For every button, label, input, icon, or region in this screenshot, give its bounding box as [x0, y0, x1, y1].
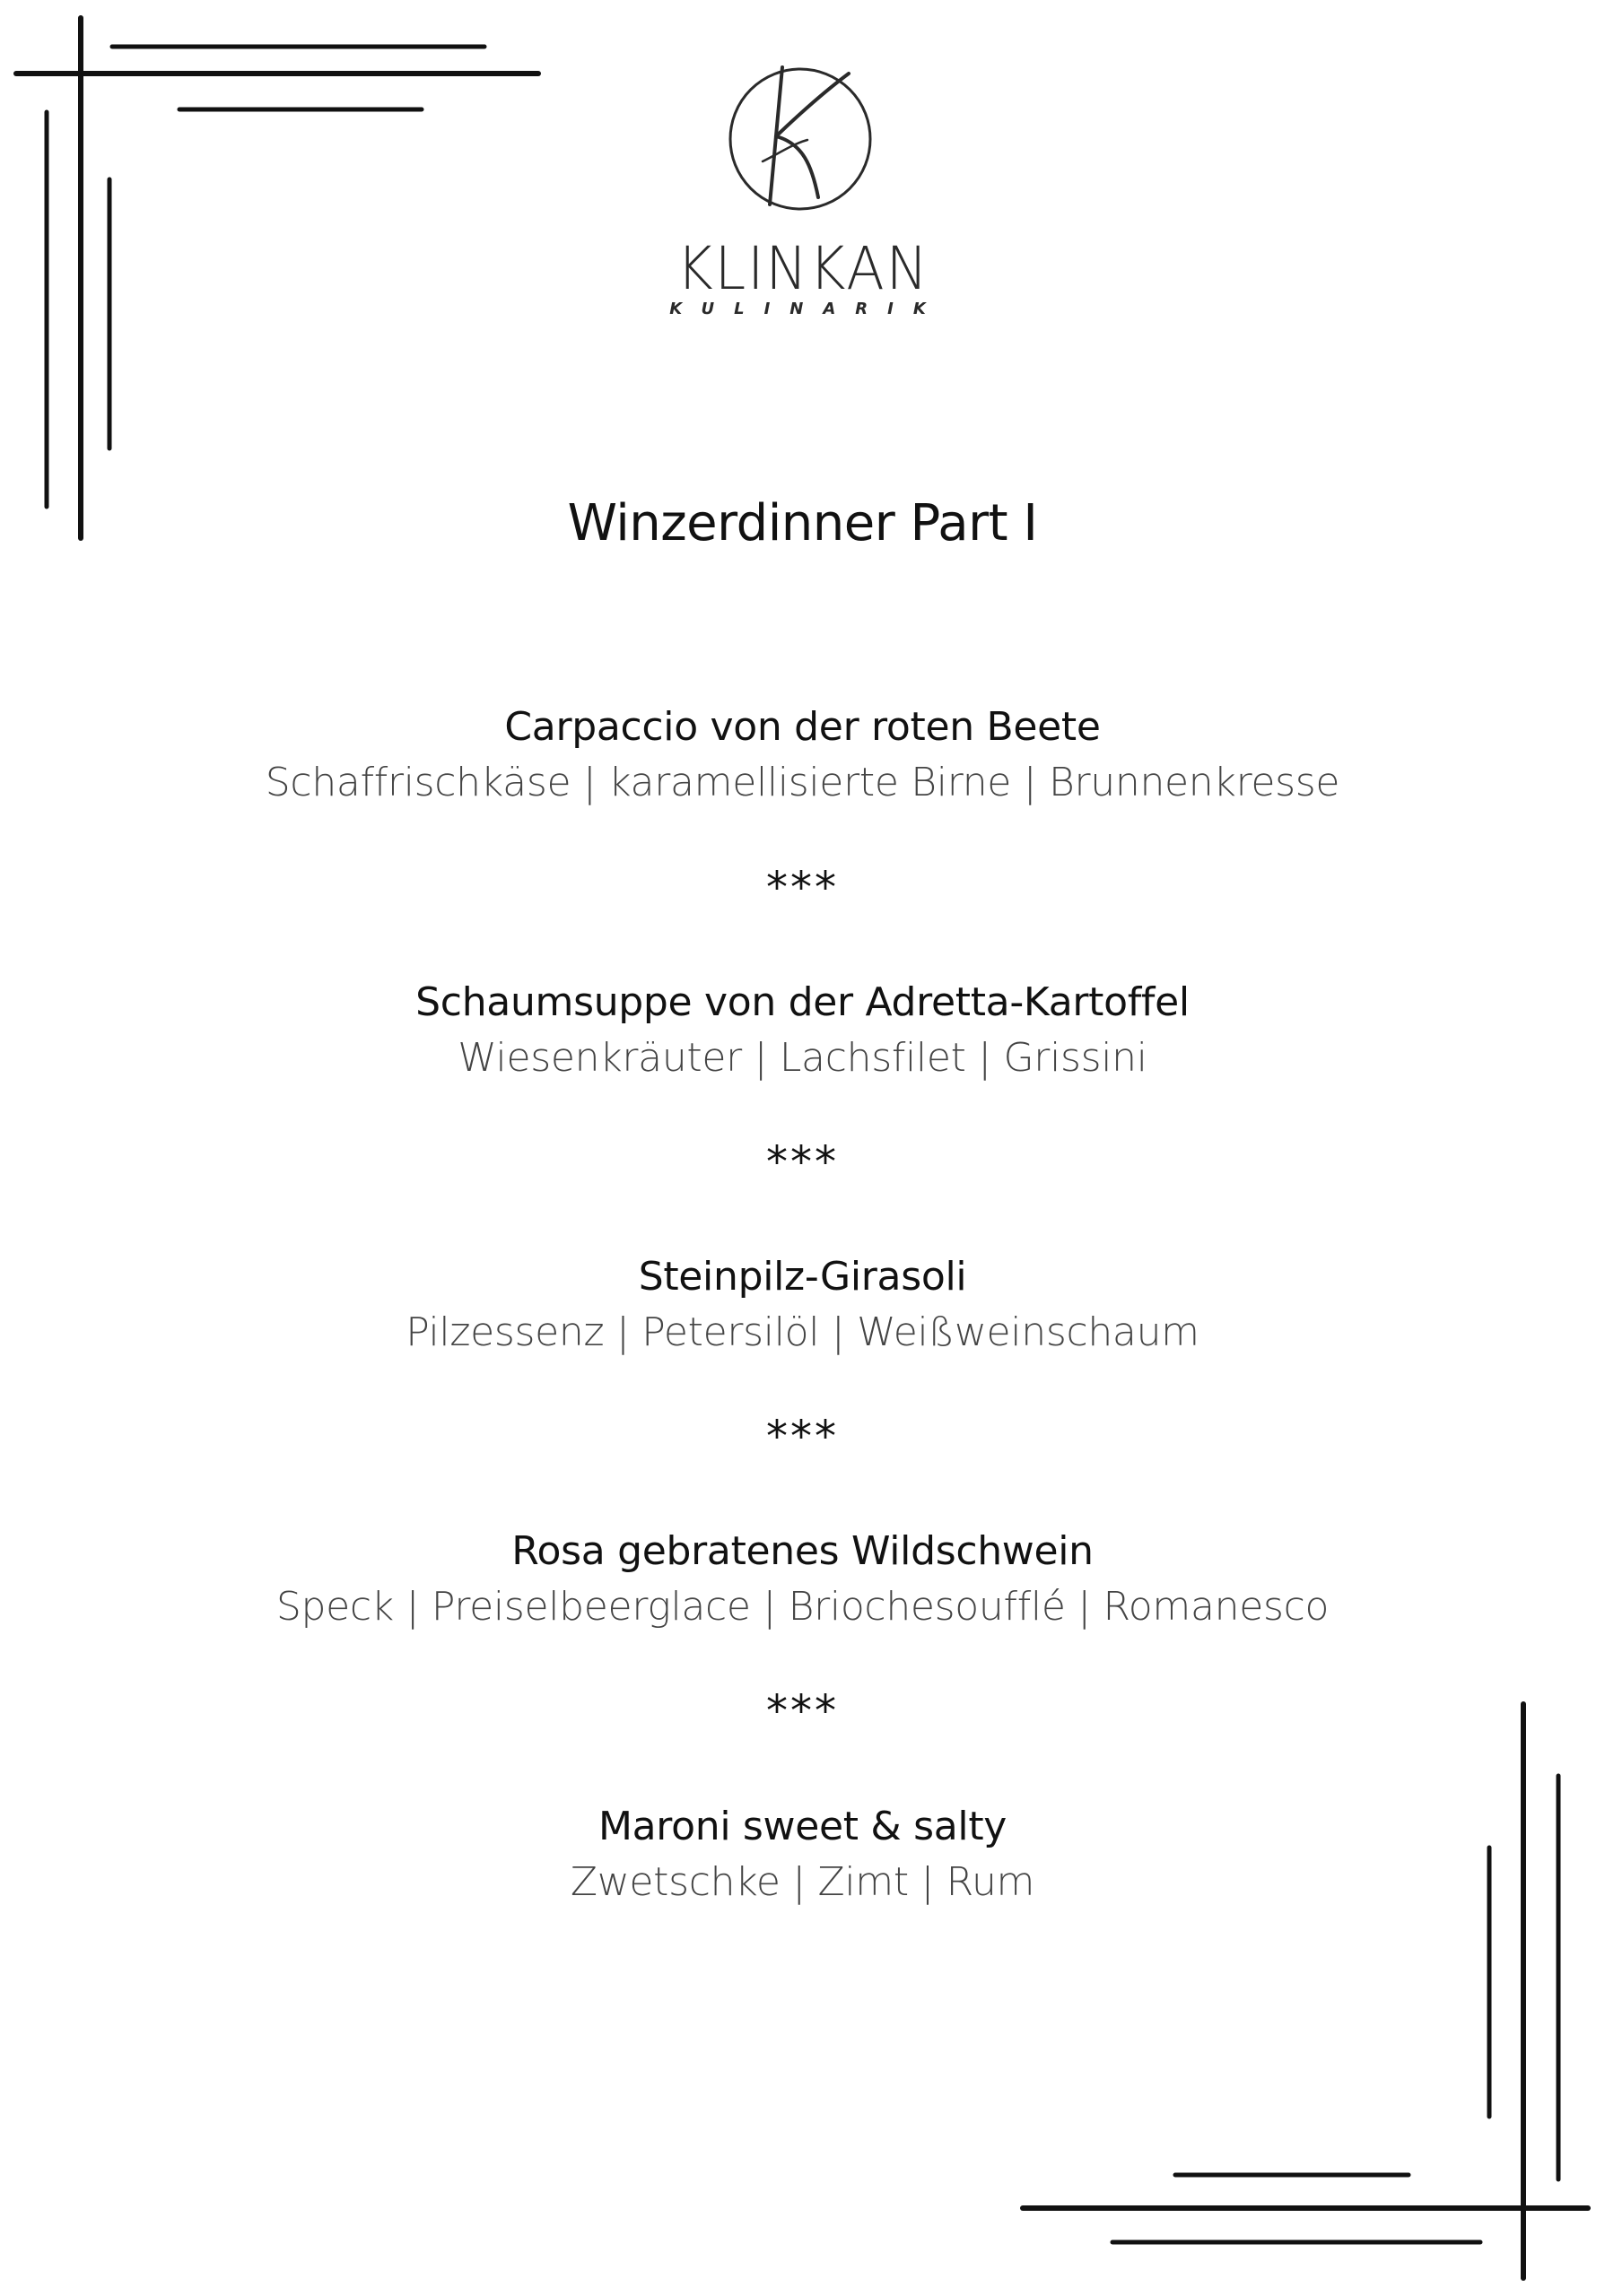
brand-logo [628, 54, 978, 323]
brand-tagline: KULINARIK [669, 300, 946, 318]
top-left-ornament [16, 18, 538, 538]
monogram-emblem [730, 67, 870, 209]
course-separator: *** [766, 1412, 839, 1462]
course-name: Steinpilz-Girasoli [638, 1254, 967, 1300]
course-separator: *** [766, 863, 839, 913]
course-item [0, 1799, 1605, 1910]
course-name: Schaumsuppe von der Adretta-Kartoffel [415, 979, 1190, 1025]
course-item [0, 1249, 1605, 1361]
course-description: Schaffrischkäse | karamellisierte Birne | Brunnenkresse [265, 760, 1340, 805]
bottom-right-ornament [1023, 1704, 1588, 2278]
course-name: Rosa gebratenes Wildschwein [511, 1528, 1094, 1574]
course-description: Speck | Preiselbeerglace | Briochesoufflé | Romanesco [275, 1584, 1330, 1630]
course-description: Wiesenkräuter | Lachsfilet | Grissini [458, 1035, 1147, 1081]
course-item [0, 975, 1605, 1086]
course-description: Pilzessenz | Petersilöl | Weißweinschaum [406, 1309, 1199, 1355]
course-name: Maroni sweet & salty [598, 1804, 1007, 1849]
course-separator: *** [766, 1137, 839, 1187]
course-separator: *** [766, 1686, 839, 1736]
course-description: Zwetschke | Zimt | Rum [570, 1859, 1035, 1905]
brand-name: KLINKAN [676, 234, 929, 303]
course-item [0, 1524, 1605, 1635]
menu-title: Winzerdinner Part I [567, 494, 1038, 552]
course-item [0, 700, 1605, 811]
course-name: Carpaccio von der roten Beete [504, 704, 1101, 750]
